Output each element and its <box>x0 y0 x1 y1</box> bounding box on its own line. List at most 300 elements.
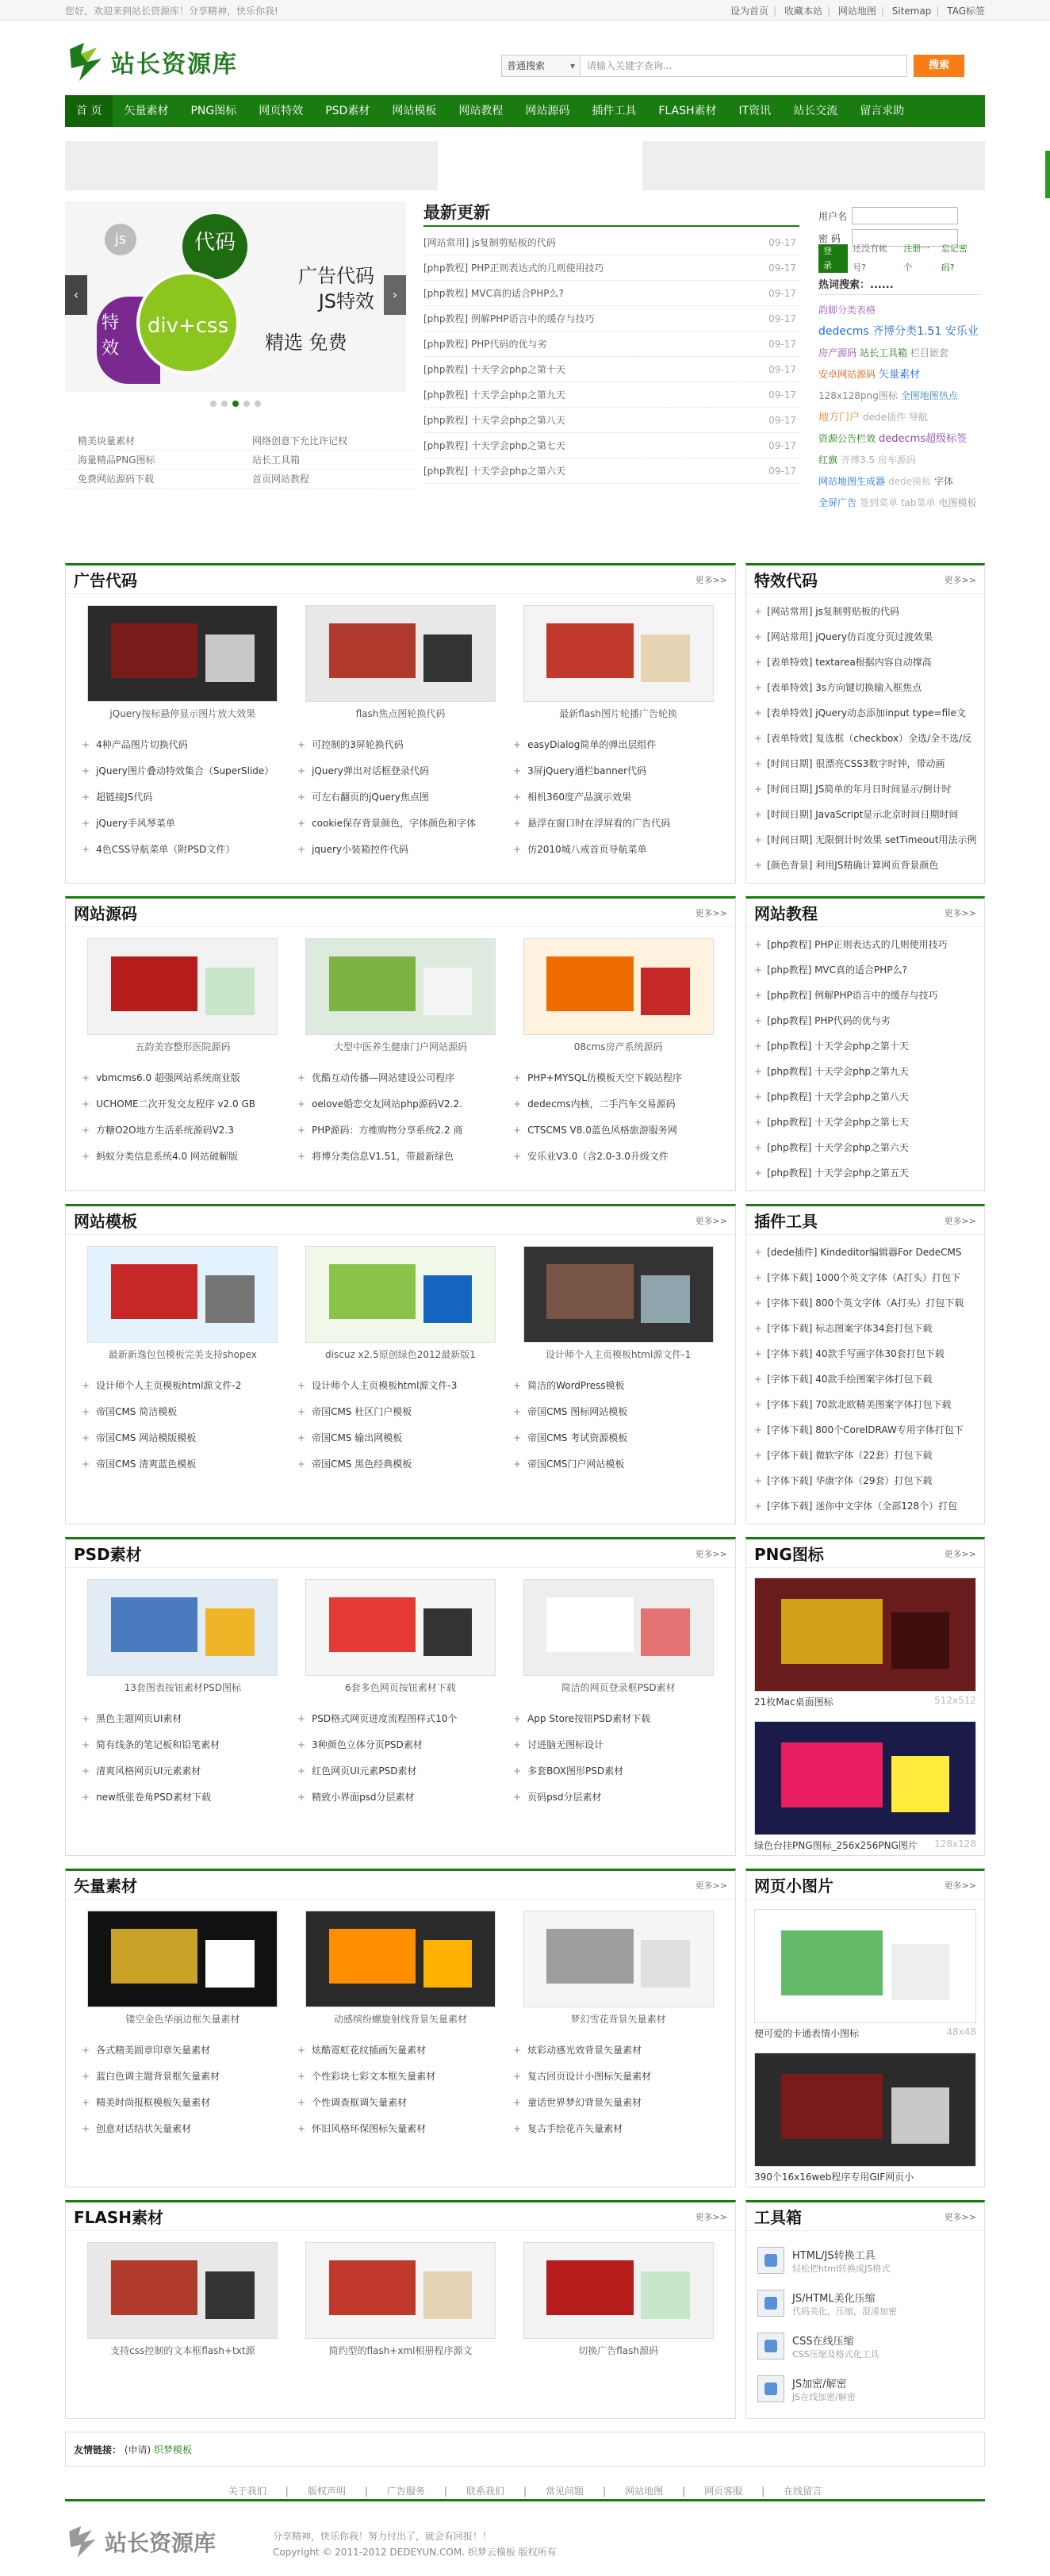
side-list-item[interactable]: + [php教程] 十天学会php之第十天 <box>754 1033 976 1059</box>
list-item[interactable]: + 帝国CMS 图标网站模板 <box>513 1399 719 1425</box>
sitemap-link[interactable]: Sitemap <box>891 5 932 17</box>
list-item[interactable]: + 讨进脑无图标设计 <box>513 1732 719 1758</box>
list-item[interactable]: + 精致小界面psd分层素材 <box>297 1784 504 1811</box>
latest-item-title[interactable]: [php教程] MVC真的适合PHP么? <box>423 288 564 299</box>
preview-title[interactable]: 21枚Mac桌面图标 <box>754 1696 833 1708</box>
side-feedback-tab[interactable] <box>1045 151 1050 198</box>
tag-link[interactable]: 站长工具箱 <box>860 347 908 358</box>
tool-title[interactable]: CSS在线压缩 <box>792 2335 854 2348</box>
latest-item-title[interactable]: [php教程] 十天学会php之第九天 <box>423 389 565 401</box>
more-link[interactable]: 更多>> <box>695 1548 727 1559</box>
side-list-item[interactable]: + [php教程] MVC真的适合PHP么? <box>754 957 976 983</box>
side-list-item[interactable]: + [字体下载] 标志图案字体34套打包下载 <box>754 1316 976 1341</box>
preview-image[interactable] <box>754 1909 976 2023</box>
latest-item[interactable] <box>423 382 799 408</box>
tag-link[interactable]: TAG标签 <box>947 5 985 17</box>
thumbnail-image[interactable] <box>305 605 496 702</box>
footer-link[interactable]: 版权声明 <box>307 2486 346 2497</box>
list-item[interactable]: + 4色CSS导航菜单（附PSD文件） <box>82 837 288 863</box>
thumbnail-image[interactable] <box>523 2242 714 2339</box>
image-card[interactable] <box>523 1911 714 2031</box>
nav-vector[interactable]: 矢量素材 <box>124 105 169 117</box>
tag-link[interactable]: 导航 <box>909 412 929 423</box>
tool-item[interactable] <box>757 2325 973 2367</box>
list-item[interactable]: + 个性调查框调矢量素材 <box>297 2090 504 2116</box>
latest-item-date: 09-17 <box>768 313 796 324</box>
image-caption[interactable]: 镂空金色华丽边框矢量素材 <box>125 2014 240 2025</box>
image-card[interactable] <box>523 2242 714 2363</box>
side-list-item[interactable]: + [表单特效] 复选框（checkbox）全选/全不选/反 <box>754 726 976 751</box>
tag-link[interactable]: 韵脚分类表格 <box>818 305 876 316</box>
image-caption[interactable]: 最新flash图片轮播广告轮换 <box>559 708 678 719</box>
section-title[interactable]: 网站源码 <box>74 904 137 923</box>
latest-item-title[interactable]: [php教程] PHP代码的优与劣 <box>423 339 547 350</box>
tag-link[interactable]: 齐博3.5 房车源码 <box>841 454 916 466</box>
list-item[interactable]: + 帝国CMS门户网站模板 <box>513 1451 719 1478</box>
preview-image[interactable] <box>754 1721 976 1835</box>
list-item[interactable]: + 设计师个人主页模板html源文件-3 <box>297 1373 504 1399</box>
list-item[interactable]: + new纸张卷角PSD素材下载 <box>82 1784 288 1811</box>
tool-item[interactable] <box>757 2239 973 2282</box>
thumbnail-image[interactable] <box>305 1579 496 1676</box>
preview-caption <box>746 1692 984 1712</box>
image-card[interactable] <box>305 1911 496 2031</box>
quick-link[interactable]: 首页网站教程 <box>252 473 310 485</box>
thumbnail-image[interactable] <box>87 1911 278 2007</box>
list-item[interactable]: + UCHOME二次开发交友程序 v2.0 GB <box>82 1091 288 1117</box>
list-item[interactable]: + 3种颜色立体分页PSD素材 <box>297 1732 504 1758</box>
more-link[interactable]: 更多>> <box>695 2211 727 2222</box>
list-item[interactable]: + 复古手绘花卉矢量素材 <box>513 2116 719 2142</box>
list-item[interactable]: + 安乐业V3.0（含2.0-3.0升级文件 <box>513 1144 719 1170</box>
side-list-item[interactable]: + [字体下载] 70款北欧精美图案字体打包下载 <box>754 1392 976 1417</box>
image-caption[interactable]: 简洁的网页登录框PSD素材 <box>561 1682 676 1693</box>
nav-source[interactable]: 网站源码 <box>525 105 570 117</box>
section-title[interactable]: 网站模板 <box>74 1212 137 1231</box>
list-item[interactable]: + 4种产品图片切换代码 <box>82 732 288 758</box>
list-item[interactable]: + jquery小装箱控件代码 <box>297 837 504 863</box>
list-item[interactable]: + 超链接JS代码 <box>82 784 288 811</box>
side-list-item[interactable]: + [字体下载] 40款手绘图案字体打包下载 <box>754 1367 976 1392</box>
latest-item[interactable] <box>423 357 799 382</box>
footer-link[interactable]: 网站地图 <box>625 2486 664 2497</box>
image-card[interactable] <box>87 938 278 1059</box>
thumbnail-image[interactable] <box>305 938 496 1035</box>
list-item[interactable]: + 怀旧风格环保图标矢量素材 <box>297 2116 504 2142</box>
side-list-item[interactable]: + [字体下载] 800个CorelDRAW专用字体打包下 <box>754 1417 976 1443</box>
site-logo[interactable] <box>65 38 238 86</box>
side-title[interactable]: 特效代码 <box>754 571 818 590</box>
list-item[interactable]: + 各式精美圆章印章矢量素材 <box>82 2037 288 2064</box>
image-card[interactable] <box>87 1911 278 2031</box>
tag-link[interactable]: 全屏广告 <box>818 497 857 508</box>
tag-link[interactable]: dede插件 <box>863 412 906 423</box>
tool-item[interactable] <box>757 2282 973 2325</box>
ad-slot-right[interactable] <box>642 141 985 190</box>
nav-guestbook[interactable]: 留言求助 <box>860 105 905 117</box>
image-caption[interactable]: 08cms房产系统源码 <box>573 1041 663 1052</box>
username-label: 用户名 <box>818 210 848 222</box>
footer-link[interactable]: 常见问题 <box>546 2486 584 2497</box>
list-item[interactable]: + 优酷互动传播—网站建设公司程序 <box>297 1065 504 1091</box>
thumbnail-image[interactable] <box>87 2242 278 2339</box>
nav-flash[interactable]: FLASH素材 <box>658 105 717 117</box>
list-item[interactable]: + 设计师个人主页模板html源文件-2 <box>82 1373 288 1399</box>
latest-item[interactable] <box>423 281 799 306</box>
list-item[interactable]: + 炫彩动感光效背景矢量素材 <box>513 2037 719 2064</box>
list-item[interactable]: + PSD格式网页进度流程图样式10个 <box>297 1706 504 1732</box>
tag-link[interactable]: 安卓网站源码 <box>818 369 876 380</box>
tag-link[interactable]: 电图模板 <box>938 497 977 508</box>
slider-dot[interactable] <box>255 401 261 407</box>
sitemap-cn-link[interactable]: 网站地图 <box>837 5 876 17</box>
side-list-item[interactable]: + [php教程] PHP正则表达式的几则使用技巧 <box>754 932 976 957</box>
list-item[interactable]: + 3屏jQuery通栏banner代码 <box>513 758 719 784</box>
slider-dot[interactable] <box>243 401 250 407</box>
side-list-item[interactable]: + [字体下载] 40款手写画字体30套打包下载 <box>754 1341 976 1367</box>
tag-link[interactable]: 房产源码 <box>818 347 857 358</box>
list-item[interactable]: + 红色网页UI元素PSD素材 <box>297 1758 504 1784</box>
footer-link[interactable]: 联系我们 <box>466 2486 504 2497</box>
preview-title[interactable]: 便可爱的卡通表情小图标 <box>754 2028 860 2039</box>
more-link[interactable]: 更多>> <box>944 574 976 585</box>
slider-prev-button[interactable]: ‹ <box>65 275 87 315</box>
section-title[interactable]: PSD素材 <box>74 1545 142 1564</box>
thumbnail-image[interactable] <box>87 1579 278 1676</box>
image-caption[interactable]: 13套图表按钮素材PSD图标 <box>124 1682 242 1693</box>
list-item[interactable]: + 仿2010城八戒首页导航菜单 <box>513 837 719 863</box>
tool-title[interactable]: JS/HTML美化压缩 <box>792 2292 876 2305</box>
list-item[interactable]: + 蚂蚁分类信息系统4.0 网站破解版 <box>82 1144 288 1170</box>
thumbnail-image[interactable] <box>523 1579 714 1676</box>
tool-icon <box>757 2247 784 2274</box>
latest-item-title[interactable]: [php教程] 十天学会php之第八天 <box>423 415 565 426</box>
image-caption[interactable]: 梦幻雪花背景矢量素材 <box>570 2014 666 2025</box>
image-caption[interactable]: 大型中医养生健康门户网站源码 <box>333 1041 467 1052</box>
side-list-item[interactable]: + [表单特效] 3s方向键切换输入框焦点 <box>754 675 976 700</box>
register-link[interactable]: 注册一个 <box>903 243 930 273</box>
image-card[interactable] <box>305 1246 496 1367</box>
login-button[interactable]: 登 录 <box>818 244 848 273</box>
tool-title[interactable]: JS加密/解密 <box>792 2378 847 2390</box>
quick-link[interactable]: 网络创意下允比许记权 <box>252 435 348 447</box>
tag-link[interactable]: 地方门户 <box>818 412 860 424</box>
list-item[interactable]: + 帝国CMS 简洁模板 <box>82 1399 288 1425</box>
side-list-item[interactable]: + [dede插件] Kindeditor编辑器For DedeCMS <box>754 1240 976 1265</box>
list-item[interactable]: + vbmcms6.0 超强网站系统商业版 <box>82 1065 288 1091</box>
image-caption[interactable]: 设计师个人主页模板html源文件-1 <box>545 1349 692 1360</box>
side-list-item[interactable]: + [时间日期] JS简单的年月日时间显示/倒计时 <box>754 776 976 802</box>
footer-link[interactable]: 在线留言 <box>784 2486 822 2497</box>
tool-item[interactable] <box>757 2367 973 2410</box>
image-caption[interactable]: 最新新逸包包模板完美支持shopex <box>108 1349 257 1360</box>
list-item[interactable]: + 将博分类信息V1.51，带最新绿色 <box>297 1144 504 1170</box>
image-card[interactable] <box>523 605 714 726</box>
list-item[interactable]: + CTSCMS V8.0蓝色风格旅游服务网 <box>513 1117 719 1144</box>
preview-size: 128x128 <box>934 1838 976 1850</box>
nav-home[interactable]: 首 页 <box>65 95 113 127</box>
slider-next-button[interactable]: › <box>384 275 406 315</box>
tag-link[interactable]: dedecms超级标签 <box>879 433 968 445</box>
list-item[interactable]: + 帝国CMS 黑色经典模板 <box>297 1451 504 1478</box>
side-list-item[interactable]: + [php教程] 十天学会php之第六天 <box>754 1135 976 1160</box>
image-card[interactable] <box>87 1246 278 1367</box>
list-item[interactable]: + jQuery手风琴菜单 <box>82 811 288 837</box>
list-item[interactable]: + 可控制的3屏轮换代码 <box>297 732 504 758</box>
thumbnail-image[interactable] <box>523 1911 714 2007</box>
image-card[interactable] <box>305 2242 496 2363</box>
list-item[interactable]: + 个性彩块七彩文本框矢量素材 <box>297 2064 504 2090</box>
nav-webmaster[interactable]: 站长交流 <box>793 105 838 117</box>
image-caption[interactable]: 6套多色网页按钮素材下载 <box>345 1682 456 1693</box>
image-card[interactable] <box>523 1246 714 1367</box>
search-button[interactable]: 搜索 <box>914 55 964 77</box>
thumbnail-image[interactable] <box>87 1246 278 1343</box>
thumbnail-image[interactable] <box>523 938 714 1035</box>
list-item[interactable]: + 可左右翻页的jQuery焦点图 <box>297 784 504 811</box>
tag-link[interactable]: 全图地图热点 <box>900 390 958 401</box>
list-item[interactable]: + 多套BOX图形PSD素材 <box>513 1758 719 1784</box>
more-link[interactable]: 更多>> <box>695 907 727 918</box>
list-item[interactable]: + 清爽风格网页UI元素素材 <box>82 1758 288 1784</box>
side-list-item[interactable]: + [字体下载] 800个英文字体（A打头）打包下载 <box>754 1290 976 1316</box>
list-item[interactable]: + PHP源码：方维购物分享系统2.2 商 <box>297 1117 504 1144</box>
bookmark-link[interactable]: 收藏本站 <box>784 5 822 17</box>
thumbnail-image[interactable] <box>523 1246 714 1343</box>
side-list-item[interactable]: + [表单特效] jQuery动态添加input type=file文 <box>754 700 976 726</box>
tag-link[interactable]: dede模板 <box>888 476 932 487</box>
side-header <box>746 1206 984 1235</box>
slider-dot-active[interactable] <box>232 401 239 407</box>
latest-item-title[interactable]: [网站常用] js复制剪贴板的代码 <box>423 237 556 248</box>
top-bar <box>0 0 1050 21</box>
image-card[interactable] <box>305 1579 496 1700</box>
side-list-item[interactable]: + [颜色背景] 利用JS精确计算网页背景颜色 <box>754 853 976 878</box>
image-card[interactable] <box>523 1579 714 1700</box>
forgot-link[interactable]: 忘记密码? <box>941 243 968 273</box>
nav-png[interactable]: PNG图标 <box>190 105 237 117</box>
more-link[interactable]: 更多>> <box>695 1880 727 1891</box>
side-list-item[interactable]: + [php教程] 十天学会php之第七天 <box>754 1110 976 1135</box>
search-input[interactable]: 请输入关键字查询... <box>581 55 907 77</box>
section-title[interactable]: 矢量素材 <box>74 1876 137 1896</box>
latest-item-date: 09-17 <box>768 415 796 426</box>
ad-slot-left[interactable] <box>65 141 438 190</box>
side-title[interactable]: 网站教程 <box>754 904 818 923</box>
image-caption[interactable]: 动感缤纷螺旋射线背景矢量素材 <box>333 2014 467 2025</box>
image-card[interactable] <box>305 938 496 1059</box>
list-item[interactable]: + cookie保存背景颜色，字体颜色和字体 <box>297 811 504 837</box>
list-item[interactable]: + 复古回页设计小图标矢量素材 <box>513 2064 719 2090</box>
focus-slider[interactable] <box>65 201 406 392</box>
friend-apply-link[interactable]: (申请) <box>124 2444 151 2455</box>
list-item[interactable]: + dedecms内核，二手汽车交易源码 <box>513 1091 719 1117</box>
list-item[interactable]: + 帝国CMS 网站模版模板 <box>82 1425 288 1451</box>
slider-dot[interactable] <box>210 401 217 407</box>
list-item[interactable]: + 帝国CMS 清爽蓝色模板 <box>82 1451 288 1478</box>
side-list-item[interactable]: + [时间日期] 很漂亮CSS3数字时钟，带动画 <box>754 751 976 776</box>
nav-psd[interactable]: PSD素材 <box>325 105 370 117</box>
image-card[interactable] <box>87 605 278 726</box>
side-list-item[interactable]: + [php教程] 十天学会php之第五天 <box>754 1160 976 1186</box>
nav-plugins[interactable]: 插件工具 <box>592 105 637 117</box>
side-list-item[interactable]: + [php教程] PHP代码的优与劣 <box>754 1008 976 1033</box>
list-item[interactable]: + App Store按钮PSD素材下载 <box>513 1706 719 1732</box>
quick-link[interactable]: 海量精品PNG图标 <box>78 454 155 466</box>
side-list-item[interactable]: + [网站常用] jQuery仿百度分页过渡效果 <box>754 624 976 650</box>
side-title[interactable]: 工具箱 <box>754 2208 802 2227</box>
side-list-item[interactable]: + [字体下载] 迷你中文字体（全部128个）打包 <box>754 1493 976 1519</box>
side-list-item[interactable]: + [php教程] 十天学会php之第九天 <box>754 1059 976 1084</box>
list-item[interactable]: + easyDialog简单的弹出层组件 <box>513 732 719 758</box>
nav-effects[interactable]: 网页特效 <box>259 105 304 117</box>
list-item[interactable]: + 精美时尚报框模板矢量素材 <box>82 2090 288 2116</box>
image-card[interactable] <box>87 1579 278 1700</box>
preview-title[interactable]: 绿色台挂PNG图标_256x256PNG图片 <box>754 1840 918 1851</box>
tag-link[interactable]: 栏目嵌套 <box>910 347 949 358</box>
tag-link[interactable]: 矢量素材 <box>879 369 921 381</box>
tag-link[interactable]: 签到菜单 tab菜单 <box>860 497 936 508</box>
side-list-item[interactable]: + [字体下载] 1000个英文字体（A打头）打包下 <box>754 1265 976 1290</box>
list-item[interactable]: + 相机360度产品演示效果 <box>513 784 719 811</box>
list-item[interactable]: + 悬浮在窗口时在浮屏看的广告代码 <box>513 811 719 837</box>
thumbnail-image[interactable] <box>305 1246 496 1343</box>
latest-item[interactable] <box>423 433 799 458</box>
tag-link[interactable]: 红旗 <box>818 454 838 466</box>
side-list-item[interactable]: + [字体下载] 微软字体（22套）打包下载 <box>754 1443 976 1468</box>
latest-item[interactable] <box>423 255 799 281</box>
quick-link[interactable]: 免费网站源码下载 <box>78 473 155 485</box>
section-title[interactable]: FLASH素材 <box>74 2208 164 2227</box>
image-caption[interactable]: 支持css控制的文本框flash+txt源 <box>110 2345 255 2356</box>
image-card[interactable] <box>523 938 714 1059</box>
nav-tutorials[interactable]: 网站教程 <box>458 105 504 117</box>
footer-link[interactable]: 广告服务 <box>386 2486 425 2497</box>
friend-links <box>65 2432 985 2467</box>
list-item[interactable]: + 黑色主题网页UI素材 <box>82 1706 288 1732</box>
latest-item-title[interactable]: [php教程] 十天学会php之第六天 <box>423 466 565 477</box>
list-item[interactable]: + 童话世界梦幻背景矢量素材 <box>513 2090 719 2116</box>
list-item[interactable]: + 方糖O2O地方生活系统源码V2.3 <box>82 1117 288 1144</box>
latest-item[interactable] <box>423 230 799 255</box>
search-scope-select[interactable]: 普通搜索 ▾ <box>501 55 581 77</box>
quick-link[interactable]: 站长工具箱 <box>252 454 301 466</box>
list-item[interactable]: + 页码psd分层素材 <box>513 1784 719 1811</box>
preview-image[interactable] <box>754 2053 976 2167</box>
image-card[interactable] <box>87 2242 278 2363</box>
side-list-item[interactable]: + [字体下载] 华康字体（29套）打包下载 <box>754 1468 976 1493</box>
tag-link[interactable]: 资源公告栏效 <box>818 433 876 444</box>
image-row <box>66 594 735 726</box>
side-list-item[interactable]: + [网站常用] js复制剪贴板的代码 <box>754 599 976 624</box>
list-item[interactable]: + 帝国CMS 输出网模板 <box>297 1425 504 1451</box>
thumbnail-image[interactable] <box>87 938 278 1035</box>
side-box-0 <box>745 563 985 884</box>
more-link[interactable]: 更多>> <box>944 1548 976 1559</box>
latest-item-title[interactable]: [php教程] 例解PHP语言中的缓存与技巧 <box>423 313 595 324</box>
latest-item[interactable] <box>423 306 799 332</box>
preview-title[interactable]: 390个16x16web程序专用GIF网页小 <box>754 2172 914 2183</box>
image-caption[interactable]: 切换广告flash源码 <box>578 2345 659 2356</box>
set-home-link[interactable]: 设为首页 <box>730 5 769 17</box>
side-title[interactable]: 网页小图片 <box>754 1876 833 1896</box>
latest-item-title[interactable]: [php教程] 十天学会php之第七天 <box>423 440 565 451</box>
list-item[interactable]: + 帝国CMS 杜区门户模板 <box>297 1399 504 1425</box>
more-link[interactable]: 更多>> <box>695 1215 727 1226</box>
side-title[interactable]: PNG图标 <box>754 1545 824 1564</box>
tool-title[interactable]: HTML/JS转换工具 <box>792 2249 876 2262</box>
more-link[interactable]: 更多>> <box>944 907 976 918</box>
side-list-item[interactable]: + [时间日期] JavaScript显示北京时间日期时间 <box>754 802 976 827</box>
username-input[interactable] <box>852 207 958 224</box>
more-link[interactable]: 更多>> <box>944 1880 976 1891</box>
latest-item[interactable] <box>423 458 799 484</box>
tag-link[interactable]: dedecms 齐博分类1.51 安乐业 <box>818 325 979 338</box>
list-item[interactable]: + oelove婚恋交友网站php源码V2.2. <box>297 1091 504 1117</box>
thumbnail-image[interactable] <box>305 2242 496 2339</box>
image-row <box>66 1899 735 2031</box>
image-caption[interactable]: 简约型的flash+xml相册程序源文 <box>328 2345 473 2356</box>
side-list-item[interactable]: + [php教程] 十天学会php之第八天 <box>754 1084 976 1110</box>
latest-item[interactable] <box>423 408 799 433</box>
list-item[interactable]: + 创意对话结状矢量素材 <box>82 2116 288 2142</box>
footer-logo[interactable] <box>65 2522 216 2562</box>
latest-item-title[interactable]: [php教程] PHP正则表达式的几则使用技巧 <box>423 263 604 274</box>
list-item[interactable]: + jQuery弹出对话框登录代码 <box>297 758 504 784</box>
more-link[interactable]: 更多>> <box>944 2211 976 2222</box>
footer-link[interactable]: 关于我们 <box>228 2486 266 2497</box>
side-title[interactable]: 插件工具 <box>754 1212 818 1231</box>
preview-image[interactable] <box>754 1577 976 1692</box>
image-caption[interactable]: jQuery按标悬停显示图片放大效果 <box>109 708 256 719</box>
side-list-item[interactable]: + [表单特效] textarea根据内容自动撑高 <box>754 650 976 675</box>
thumbnail-image[interactable] <box>523 605 714 702</box>
tag-link[interactable]: 字体 <box>934 476 954 487</box>
list-item[interactable]: + PHP+MYSQL仿模板天空下载站程序 <box>513 1065 719 1091</box>
list-item[interactable]: + jQuery图片叠动特效集合（SuperSlide） <box>82 758 288 784</box>
image-caption[interactable]: discuz x2.5原创绿色2012最新版1 <box>325 1349 476 1360</box>
latest-item-title[interactable]: [php教程] 十天学会php之第十天 <box>423 364 565 375</box>
footer-copyright: Copyright © 2011-2012 DEDEYUN.COM. 织梦云模板 版权所有 <box>273 2547 557 2558</box>
more-link[interactable]: 更多>> <box>944 1215 976 1226</box>
thumbnail-image[interactable] <box>305 1911 496 2007</box>
side-list-item[interactable]: + [php教程] 例解PHP语言中的缓存与技巧 <box>754 983 976 1008</box>
image-caption[interactable]: flash焦点图轮换代码 <box>355 708 446 719</box>
image-caption[interactable]: 五韵美容整形医院源码 <box>135 1041 231 1052</box>
quick-link[interactable]: 精美块量素材 <box>78 435 136 447</box>
list-item[interactable]: + 蓝白色调主题背景框矢量素材 <box>82 2064 288 2090</box>
link-column <box>297 1065 504 1170</box>
nav-templates[interactable]: 网站模板 <box>392 105 437 117</box>
friend-link[interactable]: 织梦模板 <box>154 2444 193 2455</box>
slider-dot[interactable] <box>221 401 228 407</box>
tag-link[interactable]: 网站地图生成器 <box>818 476 886 487</box>
list-item[interactable]: + 简有线条的笔记板和铅笔素材 <box>82 1732 288 1758</box>
slider-dots <box>65 398 406 409</box>
more-link[interactable]: 更多>> <box>695 574 727 585</box>
section-title[interactable]: 广告代码 <box>74 571 137 590</box>
latest-item[interactable] <box>423 332 799 357</box>
thumbnail-image[interactable] <box>87 605 278 702</box>
list-item[interactable]: + 炫酷霓虹花纹插画矢量素材 <box>297 2037 504 2064</box>
nav-it-news[interactable]: IT资讯 <box>738 105 772 117</box>
list-item[interactable]: + 帝国CMS 考试资源模板 <box>513 1425 719 1451</box>
list-item[interactable]: + 简洁的WordPress模板 <box>513 1373 719 1399</box>
side-list-item[interactable]: + [时间日期] 无限倒计时效果 setTimeout用法示例 <box>754 827 976 853</box>
tag-link[interactable]: 128x128png图标 <box>818 390 898 401</box>
footer-link[interactable]: 网页客服 <box>704 2486 743 2497</box>
image-card[interactable] <box>305 605 496 726</box>
